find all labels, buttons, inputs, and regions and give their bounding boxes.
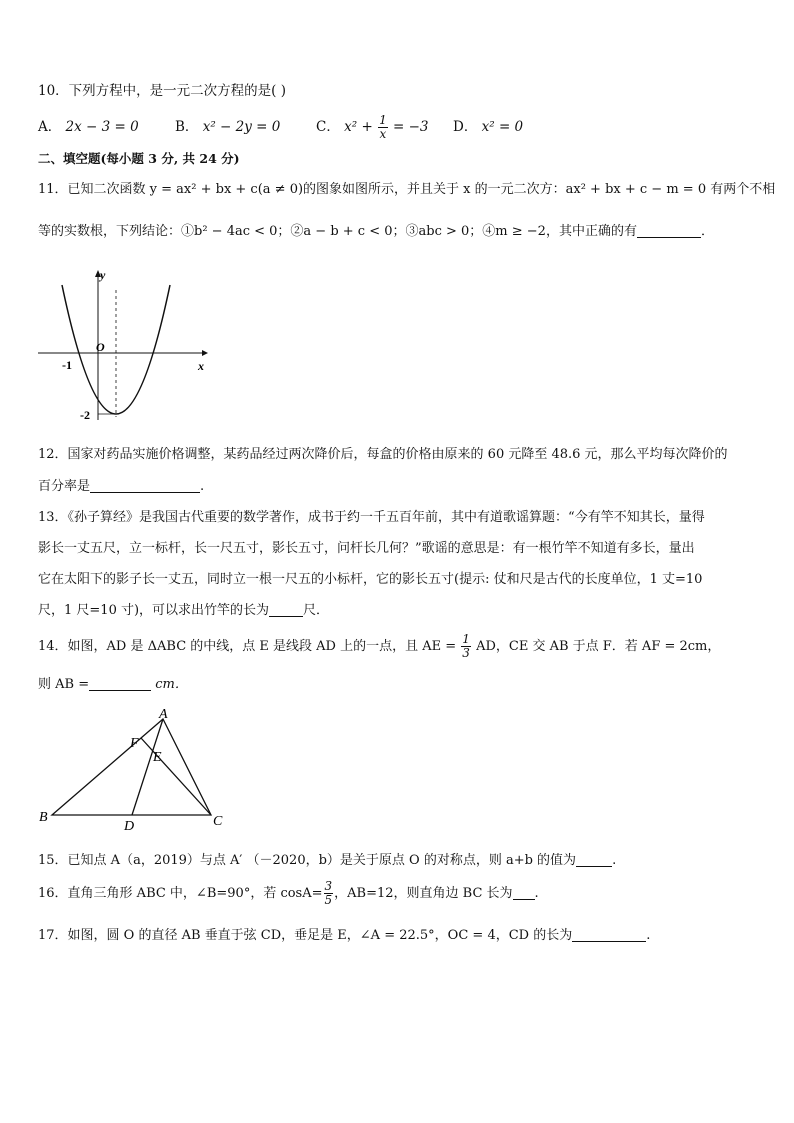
option-d-label: D． — [453, 119, 478, 135]
q14-line2-unit: cm． — [155, 677, 188, 692]
q11-line1: 11．已知二次函数 y = ax² + bx + c(a ≠ 0)的图象如图所示，并且关于 x 的一元二次方：ax² + bx + c − m = 0 有两个不相 — [38, 182, 776, 197]
option-b-label: B． — [175, 119, 199, 135]
option-b-expr: x² − 2y = 0 — [202, 119, 281, 135]
answer-blank[interactable] — [269, 602, 303, 617]
q11-line2 — [38, 223, 714, 241]
vertex-a-label: A — [159, 707, 168, 722]
q13-line4-text: 尺，1 尺=10 寸)，可以求出竹竿的长为 — [38, 603, 270, 618]
q13-line4 — [38, 602, 329, 620]
q17-text: 17．如图，圆 O 的直径 AB 垂直于弦 CD，垂足是 E，∠A = 22.5°，OC = 4，CD 的长为 — [38, 928, 573, 943]
q12-line2 — [38, 478, 204, 496]
q13-line4-end: 尺． — [303, 603, 330, 618]
q14-line1-text: 14．如图，AD 是 ΔABC 的中线，点 E 是线段 AD 上的一点，且 AE = — [38, 639, 457, 654]
q14-denominator: 3 — [462, 646, 470, 660]
q15-text: 15．已知点 A（a，2019）与点 A′ （－2020，b）是关于原点 O 的对称点，则 a+b 的值为 — [38, 853, 577, 868]
q10-option-a — [38, 118, 139, 136]
x-axis-label: x — [198, 359, 204, 373]
answer-blank[interactable] — [90, 478, 200, 493]
parabola-graph — [30, 265, 220, 430]
point-e-label: E — [153, 750, 162, 765]
q10-option-b — [175, 118, 280, 136]
option-c-post: = −3 — [393, 119, 429, 135]
triangle-figure — [30, 705, 230, 835]
q17-line — [38, 927, 650, 945]
answer-blank[interactable] — [89, 676, 151, 691]
answer-blank[interactable] — [637, 223, 701, 238]
minimum-label: -2 — [80, 408, 90, 422]
q14-line1-rest: AD，CE 交 AB 于点 F．若 AF = 2cm， — [476, 639, 721, 654]
q11-line2-text: 等的实数根，下列结论：①b² − 4ac < 0；②a − b + c < 0；③abc > 0；④m ≥ −2，其中正确的有 — [38, 224, 637, 239]
origin-label: O — [96, 340, 105, 354]
q12-line2-text: 百分率是 — [38, 479, 91, 494]
option-c-denominator: x — [379, 127, 387, 141]
q13-line1: 13．《孙子算经》是我国古代重要的数学著作，成书于约一千五百年前，其中有道歌谣算题：“今有竿不知其长，量得 — [38, 510, 705, 525]
q16-numerator: 3 — [324, 879, 333, 893]
triangle-abc — [52, 719, 211, 815]
q16-end: . — [534, 886, 539, 901]
q12-line2-end: . — [200, 479, 205, 494]
q13-line2: 影长一丈五尺，立一标杆，长一尺五寸，影长五寸，问杆长几何？”歌谣的意思是：有一根竹竿不知道有多长，量出 — [38, 541, 695, 556]
option-d-expr: x² = 0 — [481, 119, 524, 135]
option-c-fraction — [378, 114, 388, 141]
option-c-pre: x² + — [344, 119, 373, 135]
answer-blank[interactable] — [513, 885, 535, 900]
option-c-label: C． — [316, 119, 340, 135]
segment-cf — [141, 738, 211, 815]
q10-option-d — [453, 118, 523, 136]
x-axis-arrow-icon — [202, 350, 208, 356]
q16-fraction — [324, 880, 334, 907]
q10-option-c — [316, 112, 429, 142]
point-d-label: D — [124, 819, 135, 834]
q12-line1: 12．国家对药品实施价格调整，某药品经过两次降价后，每盒的价格由原来的 60 元降至 48.6 元，那么平均每次降价的 — [38, 447, 728, 462]
option-a-label: A． — [38, 119, 62, 135]
answer-blank[interactable] — [576, 852, 612, 867]
q16-mid: ，AB=12，则直角边 BC 长为 — [334, 886, 513, 901]
vertex-c-label: C — [213, 814, 223, 829]
vertex-b-label: B — [39, 810, 48, 825]
q14-fraction — [461, 633, 471, 660]
q14-line2-text: 则 AB = — [38, 677, 90, 692]
q10-stem: 10．下列方程中，是一元二次方程的是( ) — [38, 83, 287, 99]
q17-end: . — [646, 928, 651, 943]
option-a-expr: 2x − 3 = 0 — [65, 119, 139, 135]
q13-line3: 它在太阳下的影子长一丈五，同时立一根一尺五的小标杆，它的影长五寸(提示: 仗和尺是古代的长度单位，1 丈=10 — [38, 572, 703, 587]
q16-line — [38, 877, 539, 911]
median-ad — [132, 719, 163, 815]
point-f-label: F — [130, 736, 139, 751]
option-c-numerator: 1 — [379, 113, 387, 127]
q16-text: 16．直角三角形 ABC 中，∠B=90°，若 cosA= — [38, 886, 323, 901]
y-axis-label: y — [100, 268, 106, 282]
q14-line2 — [38, 676, 188, 694]
q15-end: . — [612, 853, 617, 868]
q14-numerator: 1 — [462, 632, 470, 646]
q16-denominator: 5 — [324, 893, 333, 907]
section-title: 二、填空题(每小题 3 分, 共 24 分) — [38, 151, 240, 166]
q14-line1 — [38, 630, 720, 664]
answer-blank[interactable] — [572, 927, 646, 942]
x-intercept-label: -1 — [62, 358, 72, 372]
q15-line — [38, 852, 616, 870]
q11-line2-end: ． — [700, 224, 714, 239]
